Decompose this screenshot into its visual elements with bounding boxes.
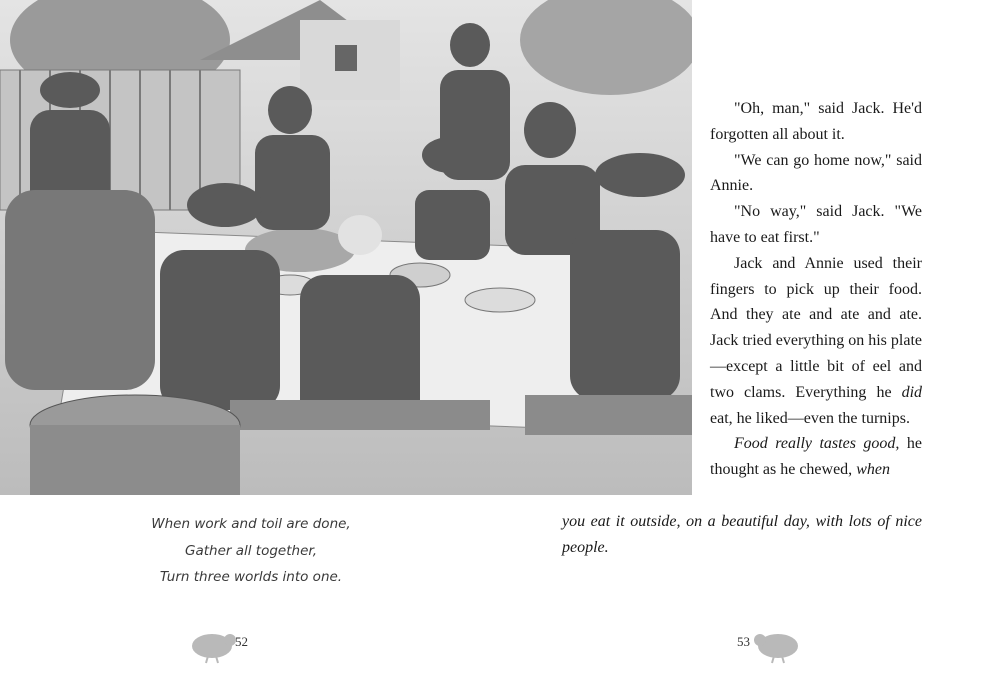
turkey-icon <box>190 630 238 664</box>
caption-line: Turn three worlds into one. <box>159 569 343 585</box>
emphasis: Food really tastes good, <box>734 435 900 453</box>
paragraph <box>710 431 922 483</box>
emphasis: when <box>856 461 890 479</box>
caption-line: When work and toil are done, <box>151 516 351 532</box>
caption-line: Gather all together, <box>185 542 317 559</box>
story-text <box>710 96 922 483</box>
page-number-right: 53 <box>737 634 750 649</box>
paragraph: "No way," said Jack. "We have to eat first." <box>710 203 922 246</box>
paragraph-text: Jack and Annie used their fingers to pick up their food. And they ate and ate and ate. Jack tried everything on his plate—except a little bit of eel and two clams. Everything he <box>710 254 922 401</box>
paragraph <box>710 251 922 432</box>
poem-caption <box>96 511 406 591</box>
paragraph: "Oh, man," said Jack. He'd forgotten all about it. <box>710 100 922 143</box>
paragraph-text: eat, he liked—even the turnips. <box>710 409 910 427</box>
emphasis: did <box>901 383 923 401</box>
story-tail: you eat it outside, on a beautiful day, with lots of nice people. <box>562 513 922 556</box>
paragraph: "We can go home now," said Annie. <box>710 151 922 195</box>
turkey-icon <box>752 630 800 664</box>
page-number-left: 52 <box>235 634 248 649</box>
paragraph-text: he thought as he chewed, <box>710 435 922 479</box>
